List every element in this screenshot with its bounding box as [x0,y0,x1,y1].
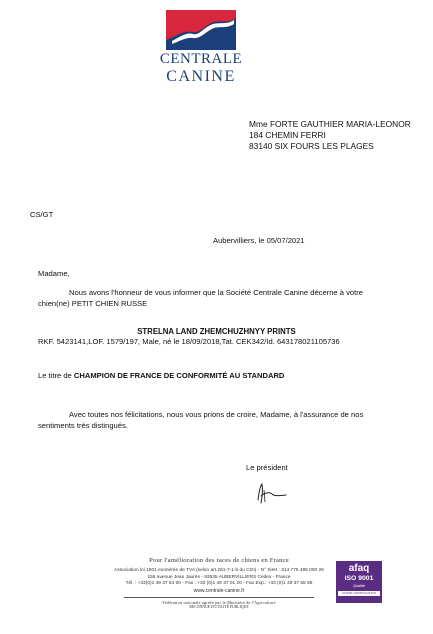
logo-wordmark [150,51,252,85]
logo-line-2: CANINE [166,68,236,85]
afaq-org: AFNOR CERTIFICATION [338,591,380,596]
afaq-certification-badge [336,561,382,603]
signatory-title: Le président [246,463,288,472]
reference-initials: CS/GT [30,210,54,219]
president-signature-icon [250,478,292,508]
afaq-label: Qualité [352,584,366,588]
logo-line-1: CENTRALE [159,51,243,67]
recipient-street: 184 CHEMIN FERRI [249,130,326,140]
afaq-standard: ISO 9001 [344,575,374,582]
recipient-city: 83140 SIX FOURS LES PLAGES [249,141,374,151]
place-date: Aubervilliers, le 05/07/2021 [213,236,305,245]
footer-association: Association loi 1901 exonérée de TVA (selon art.261-7-1-b du CGI) - N° Siret : 314 775 495 000 26 [114,568,324,573]
paragraph-2-line-2: sentiments très distingués. [38,421,128,430]
footer-motto: Pour l'amélioration des races de chiens en France [149,557,289,564]
footer-federation: Fédération nationale agréée par le Ministère de l'Agriculture [162,599,276,605]
title-prefix: Le titre de [38,371,72,380]
title-line [38,371,284,380]
footer-address: 155 avenue Jean Jaurès - 93535 AUBERVILLIERS Cedex - France [147,574,291,580]
footer-website: www.centrale-canine.fr [193,587,245,594]
footer-divider [124,597,314,598]
dog-details: RKF. 5423141,LOF. 1579/197, Male, né le 18/09/2018,Tat. CEK342/Id. 643178021105736 [38,337,340,346]
recipient-name: Mme FORTE GAUTHIER MARIA-LEONOR [249,119,411,129]
salutation: Madame, [38,269,70,278]
centrale-canine-logo-icon [166,10,236,50]
footer-phone-fax: Tél. : +33(0)1 49 37 54 00 - Fax : +33 (0)1 49 37 01 20 - Fax Exp.: +33 (0)1 49 37 55 99 [125,581,313,587]
dog-name: STRELNA LAND ZHEMCHUZHNYY PRINTS [137,327,296,336]
paragraph-closing [38,409,418,431]
paragraph-2-line-1: Avec toutes nos félicitations, nous vous prions de croire, Madame, à l'assurance de nos [69,410,364,419]
paragraph-1-line-2: chien(ne) PETIT CHIEN RUSSE [38,299,148,308]
paragraph-1-line-1: Nous avons l'honneur de vous informer que la Société Centrale Canine décerne à votre [69,288,363,297]
afaq-brand: afaq [348,563,370,574]
footer-recognition: RECONNUE D'UTILITÉ PUBLIQUE [189,605,249,610]
footer-block [104,557,334,610]
title-name: CHAMPION DE FRANCE DE CONFORMITÉ AU STANDARD [73,371,285,380]
paragraph-announcement [38,287,408,309]
recipient-address [249,119,411,152]
